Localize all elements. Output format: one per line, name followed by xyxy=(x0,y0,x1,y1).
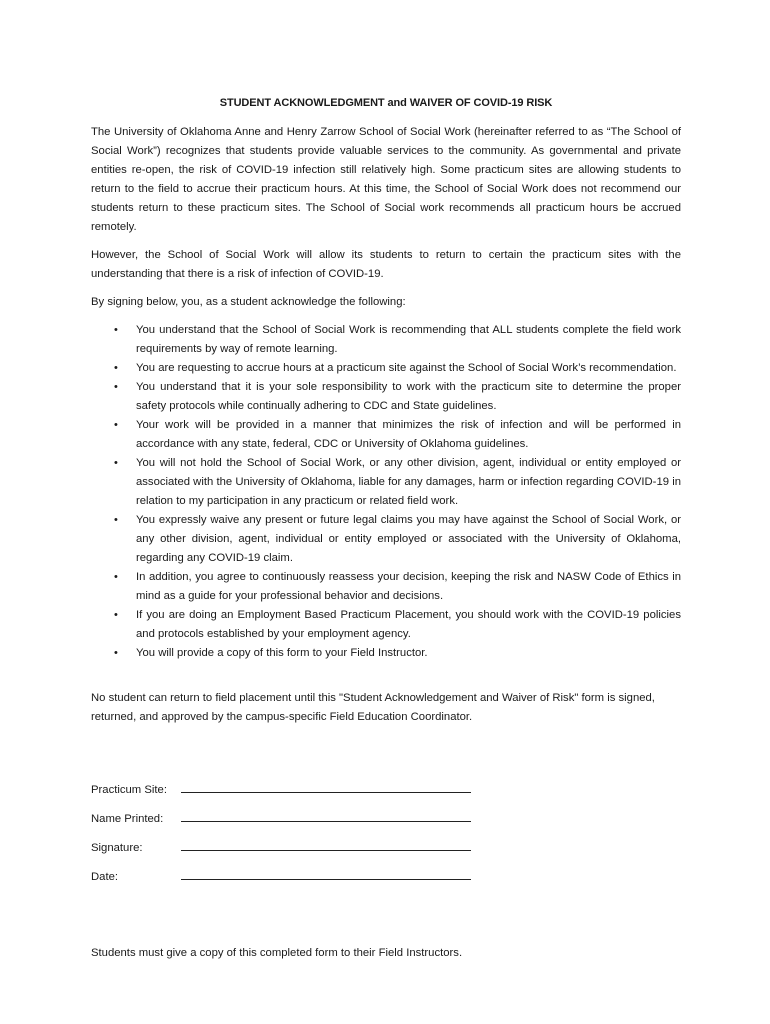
bullet-icon: • xyxy=(114,609,118,621)
bullet-icon: • xyxy=(114,457,118,469)
bullet-icon: • xyxy=(114,381,118,393)
list-item: • You expressly waive any present or future legal claims you may have against the School of Social Work, or any other division, agent, individual or entity employed or associated with the University of Oklahoma, regarding any COVID-19 claim. xyxy=(91,511,681,568)
list-item: • In addition, you agree to continuously reassess your decision, keeping the risk and NASW Code of Ethics in mind as a guide for your professional behavior and decisions. xyxy=(91,568,681,606)
list-item: • If you are doing an Employment Based Practicum Placement, you should work with the COVID-19 policies and protocols established by your employment agency. xyxy=(91,606,681,644)
list-item: • You are requesting to accrue hours at a practicum site against the School of Social Work’s recommendation. xyxy=(91,359,681,378)
list-item: • You will not hold the School of Social Work, or any other division, agent, individual or entity employed or associated with the University of Oklahoma, liable for any damages, harm or infection regarding COVID-19 in relation to my participation in any practicum or related field work. xyxy=(91,454,681,511)
bullet-icon: • xyxy=(114,362,118,374)
field-label: Date: xyxy=(91,871,119,883)
list-item: • You will provide a copy of this form to your Field Instructor. xyxy=(91,644,681,663)
footer-note: Students must give a copy of this completed form to their Field Instructors. xyxy=(91,947,463,959)
signature-field xyxy=(91,825,681,854)
bullet-icon: • xyxy=(114,419,118,431)
document-page xyxy=(91,95,681,883)
acknowledgement-list xyxy=(91,321,681,663)
acknowledge-lead: By signing below, you, as a student acknowledge the following: xyxy=(91,296,406,308)
bullet-icon: • xyxy=(114,571,118,583)
signature-input-line[interactable] xyxy=(181,836,471,851)
field-label: Name Printed: xyxy=(91,813,164,825)
return-notice: No student can return to field placement until this "Student Acknowledgement and Waiver of Risk" form is signed, returned, and approved by the campus-specific Field Education Coordinator. xyxy=(91,692,655,723)
signature-fields xyxy=(91,767,681,883)
name-printed-field xyxy=(91,796,681,825)
field-label: Practicum Site: xyxy=(91,784,167,796)
practicum-site-field xyxy=(91,767,681,796)
bullet-icon: • xyxy=(114,324,118,336)
bullet-icon: • xyxy=(114,647,118,659)
field-label: Signature: xyxy=(91,842,143,854)
practicum-site-input-line[interactable] xyxy=(181,778,471,793)
bullet-icon: • xyxy=(114,514,118,526)
list-item: • You understand that it is your sole responsibility to work with the practicum site to determine the proper safety protocols while continually adhering to CDC and State guidelines. xyxy=(91,378,681,416)
list-item: • Your work will be provided in a manner that minimizes the risk of infection and will be performed in accordance with any state, federal, CDC or University of Oklahoma guidelines. xyxy=(91,416,681,454)
list-item: • You understand that the School of Social Work is recommending that ALL students complete the field work requirements by way of remote learning. xyxy=(91,321,681,359)
intro-paragraph: The University of Oklahoma Anne and Henry Zarrow School of Social Work (hereinafter referred to as “The School of Social Work”) recognizes that students provide valuable services to the community. As governmental and private entities re-open, the risk of COVID-19 infection still relatively high. Some practicum sites are allowing students to return to the field to accrue their practicum hours. At this time, the School of Social Work does not recommend our students return to these practicum sites. The School of Social work recommends all practicum hours be accrued remotely. xyxy=(91,126,681,233)
document-title: STUDENT ACKNOWLEDGMENT and WAIVER OF COVID-19 RISK xyxy=(219,97,553,109)
date-field xyxy=(91,854,681,883)
date-input-line[interactable] xyxy=(181,865,471,880)
allowance-paragraph: However, the School of Social Work will allow its students to return to certain the practicum sites with the understanding that there is a risk of infection of COVID-19. xyxy=(91,249,681,280)
name-printed-input-line[interactable] xyxy=(181,807,471,822)
